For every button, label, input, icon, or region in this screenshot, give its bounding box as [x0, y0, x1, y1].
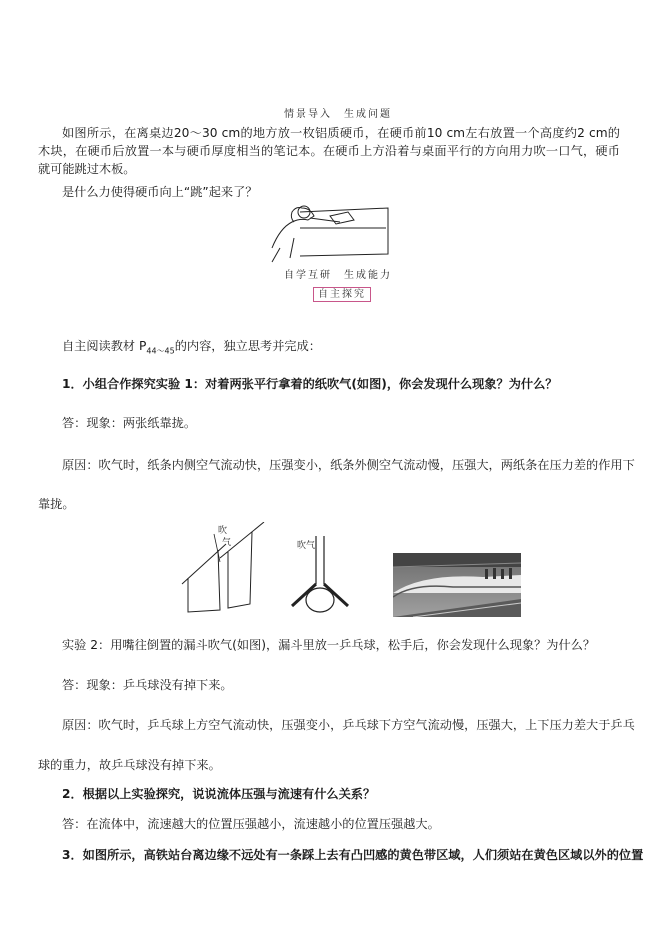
- question-3: 3．如图所示，高铁站台离边缘不远处有一条踩上去有凸凹感的黄色带区域，人们须站在黄色区域以外的位置: [62, 848, 644, 862]
- question-1: 1．小组合作探究实验 1：对着两张平行拿着的纸吹气(如图)，你会发现什么现象？为什么？: [62, 377, 558, 391]
- reading-instruction: 自主阅读教材 $P_{44\sim 45}$的内容，独立思考并完成：: [62, 339, 321, 356]
- blow-label-funnel: 吹气: [297, 541, 316, 551]
- blow-label-b: 气: [222, 538, 232, 548]
- reason-1-line-1: 原因：吹气时，纸条内侧空气流动快，压强变小，纸条外侧空气流动慢，压强大，两纸条在压力差的作用下: [62, 458, 635, 472]
- answer-1: 答：现象：两张纸靠拢。: [62, 416, 197, 430]
- two-papers-figure: [180, 522, 270, 618]
- reason-2-line-1: 原因：吹气时，乒乓球上方空气流动快，压强变小，乒乓球下方空气流动慢，压强大，上下压力差大于乒乓: [62, 718, 635, 732]
- coin-blowing-figure: [270, 198, 390, 264]
- answer-2: 答：在流体中，流速越大的位置压强越小，流速越小的位置压强越大。: [62, 817, 440, 831]
- reason-2-line-2: 球的重力，故乒乓球没有掉下来。: [38, 758, 221, 772]
- self-explore-badge: 自主探究: [313, 287, 371, 302]
- intro-question: 是什么力使得硬币向上“跳”起来了？: [62, 185, 258, 199]
- funnel-ball-figure: [290, 536, 360, 620]
- reason-1-line-2: 靠拢。: [38, 497, 75, 511]
- section-heading-self-study: 自学互研 生成能力: [284, 270, 392, 281]
- question-2: 2．根据以上实验探究，说说流体压强与流速有什么关系？: [62, 787, 376, 801]
- blow-label-a: 吹: [218, 526, 228, 536]
- answer-1-experiment-2: 答：现象：乒乓球没有掉下来。: [62, 678, 233, 692]
- high-speed-train-photo: [393, 553, 521, 617]
- intro-paragraph: 如图所示，在离桌边20～30 cm的地方放一枚铝质硬币，在硬币前10 cm左右放置一个高度约2 cm的木块，在硬币后放置一本与硬币厚度相当的笔记本。在硬币上方沿着与桌面平行的方向用力吹一口气，硬币就可能跳过木板。: [38, 126, 620, 176]
- section-heading-intro: 情景导入 生成问题: [284, 109, 392, 120]
- question-1-experiment-2: 实验 2：用嘴往倒置的漏斗吹气(如图)，漏斗里放一乒乓球，松手后，你会发现什么现象？为什么？: [62, 638, 596, 652]
